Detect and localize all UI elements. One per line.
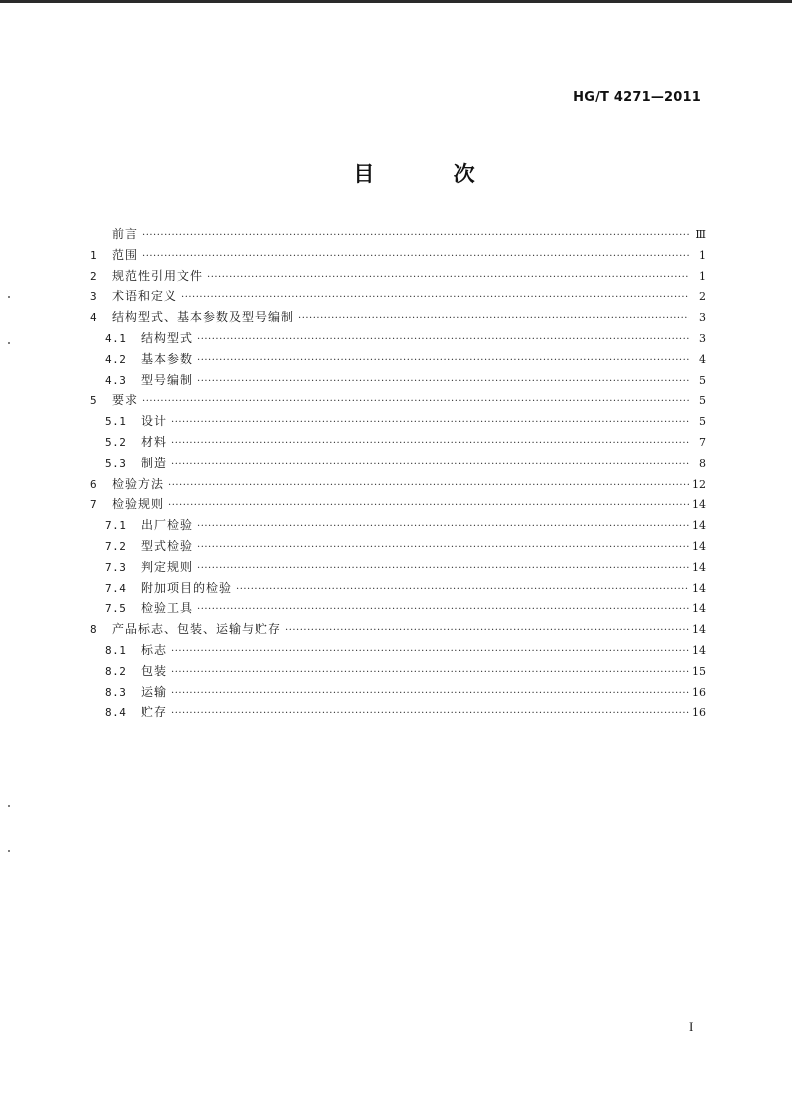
toc-entry-number: 1 xyxy=(90,248,97,262)
toc-entry xyxy=(90,557,706,578)
toc-entry-title: 规范性引用文件 xyxy=(112,268,204,283)
toc-entry-title: 标志 xyxy=(141,642,168,657)
toc-entry-page: 14 xyxy=(692,519,706,533)
page-number: I xyxy=(689,1019,694,1034)
toc-entry-page: 14 xyxy=(692,498,706,512)
toc-leader-dots xyxy=(207,268,689,289)
toc-entry-number: 5.1 xyxy=(105,415,127,429)
toc-entry-page: 2 xyxy=(699,290,706,304)
toc-entry-page: 3 xyxy=(699,331,706,345)
toc-entry xyxy=(90,307,706,328)
toc-entry-title: 贮存 xyxy=(141,705,168,720)
toc-entry-title: 产品标志、包装、运输与贮存 xyxy=(112,622,282,637)
toc-entry xyxy=(90,224,706,245)
toc-entry xyxy=(90,702,706,723)
toc-entry-page: 7 xyxy=(699,435,706,449)
toc-entry-title: 前言 xyxy=(112,227,139,241)
toc-leader-dots xyxy=(171,704,689,725)
toc-leader-dots xyxy=(171,413,689,434)
toc-entry-page: 16 xyxy=(692,685,706,699)
toc-entry-number: 8.3 xyxy=(105,685,127,699)
toc-entry-page: 16 xyxy=(692,706,706,720)
toc-entry xyxy=(90,661,706,682)
toc-entry-number: 7.3 xyxy=(105,560,127,574)
toc-entry-number: 7.2 xyxy=(105,539,127,553)
toc-leader-dots xyxy=(197,517,689,538)
toc-leader-dots xyxy=(285,621,689,642)
toc-entry-number: 8.2 xyxy=(105,664,127,678)
toc-entry-title: 判定规则 xyxy=(141,559,194,574)
toc-entry-number: 5.3 xyxy=(105,456,127,470)
toc-entry-number: 7.4 xyxy=(105,581,127,595)
toc-leader-dots xyxy=(171,642,689,663)
toc-entry xyxy=(90,432,706,453)
scan-speck xyxy=(8,296,10,298)
toc-entry xyxy=(90,266,706,287)
toc-entry-title: 设计 xyxy=(141,414,168,429)
toc-entry xyxy=(90,370,706,391)
toc-entry-page: 14 xyxy=(692,602,706,616)
toc-leader-dots xyxy=(142,226,689,247)
toc-entry-number: 4.1 xyxy=(105,331,127,345)
toc-entry-title: 型式检验 xyxy=(141,538,194,553)
toc-leader-dots xyxy=(197,372,689,393)
toc-entry xyxy=(90,411,706,432)
toc-entry-title: 要求 xyxy=(112,393,139,408)
toc-entry-title: 基本参数 xyxy=(141,351,194,366)
toc-entry-page: 5 xyxy=(699,415,706,429)
toc-entry xyxy=(90,286,706,307)
toc-entry-title: 型号编制 xyxy=(141,372,194,387)
toc-entry-page: 12 xyxy=(692,477,706,491)
toc-entry-title: 结构型式 xyxy=(141,330,194,345)
toc-entry-page: 1 xyxy=(699,269,706,283)
toc-entry-number: 7.1 xyxy=(105,519,127,533)
toc-entry-number: 3 xyxy=(90,290,97,304)
page-title: 目 次 xyxy=(353,162,511,186)
toc-entry-title: 包装 xyxy=(141,663,168,678)
toc-entry-number: 7 xyxy=(90,498,97,512)
toc-entry-page: 14 xyxy=(692,581,706,595)
toc-entry xyxy=(90,349,706,370)
toc-entry-page: 5 xyxy=(699,394,706,408)
toc-leader-dots xyxy=(236,580,689,601)
toc-entry-page: 4 xyxy=(699,352,706,366)
toc-entry-number: 8.1 xyxy=(105,643,127,657)
toc-entry xyxy=(90,494,706,515)
toc-leader-dots xyxy=(181,288,689,309)
toc-entry xyxy=(90,536,706,557)
toc-entry xyxy=(90,474,706,495)
toc-entry-page: 5 xyxy=(699,373,706,387)
toc-entry-title: 术语和定义 xyxy=(112,289,178,304)
toc-entry-number: 2 xyxy=(90,269,97,283)
toc-entry-number: 5.2 xyxy=(105,435,127,449)
toc-leader-dots xyxy=(197,559,689,580)
toc-entry-page: 3 xyxy=(699,311,706,325)
toc-entry-page: 14 xyxy=(692,623,706,637)
toc-entry-number: 4 xyxy=(90,311,97,325)
standard-code: HG/T 4271—2011 xyxy=(573,90,701,105)
toc-leader-dots xyxy=(298,309,689,330)
toc-entry xyxy=(90,328,706,349)
toc-entry-page: 14 xyxy=(692,643,706,657)
toc-leader-dots xyxy=(142,392,689,413)
toc-entry xyxy=(90,245,706,266)
scan-top-edge xyxy=(0,0,792,3)
toc-entry-page: 14 xyxy=(692,560,706,574)
toc-leader-dots xyxy=(197,351,689,372)
toc-entry-title: 出厂检验 xyxy=(141,518,194,533)
toc-leader-dots xyxy=(197,538,689,559)
toc-entry xyxy=(90,619,706,640)
toc-entry-title: 运输 xyxy=(141,684,168,699)
toc-entry-page: 15 xyxy=(692,664,706,678)
toc-entry-title: 检验工具 xyxy=(141,601,194,616)
toc-entry-number: 8.4 xyxy=(105,706,127,720)
scan-speck xyxy=(8,342,10,344)
toc-leader-dots xyxy=(197,330,689,351)
toc-entry-title: 结构型式、基本参数及型号编制 xyxy=(112,310,295,325)
toc-leader-dots xyxy=(171,434,689,455)
toc-entry-page: 8 xyxy=(699,456,706,470)
toc-leader-dots xyxy=(171,455,689,476)
toc-entry-page: 14 xyxy=(692,539,706,553)
toc-entry-title: 附加项目的检验 xyxy=(141,580,233,595)
toc-entry xyxy=(90,390,706,411)
scan-speck xyxy=(8,805,10,807)
toc-entry-title: 材料 xyxy=(141,434,168,449)
toc-entry-number: 4.3 xyxy=(105,373,127,387)
toc-leader-dots xyxy=(171,663,689,684)
toc-leader-dots xyxy=(197,600,689,621)
toc-entry-title: 检验方法 xyxy=(112,476,165,491)
toc-entry xyxy=(90,453,706,474)
toc-entry xyxy=(90,515,706,536)
table-of-contents xyxy=(90,224,706,723)
scan-speck xyxy=(8,850,10,852)
toc-entry-page: Ⅲ xyxy=(695,228,706,241)
toc-entry xyxy=(90,682,706,703)
toc-leader-dots xyxy=(168,476,689,497)
toc-entry-number: 5 xyxy=(90,394,97,408)
toc-entry-number: 4.2 xyxy=(105,352,127,366)
toc-entry xyxy=(90,578,706,599)
toc-leader-dots xyxy=(168,496,689,517)
toc-entry-page: 1 xyxy=(699,248,706,262)
toc-entry-number: 7.5 xyxy=(105,602,127,616)
toc-entry xyxy=(90,640,706,661)
toc-entry-title: 制造 xyxy=(141,455,168,470)
toc-entry-number: 6 xyxy=(90,477,97,491)
toc-entry-number: 8 xyxy=(90,623,97,637)
toc-entry-title: 检验规则 xyxy=(112,497,165,512)
toc-leader-dots xyxy=(142,247,689,268)
toc-leader-dots xyxy=(171,684,689,705)
toc-entry xyxy=(90,598,706,619)
toc-entry-title: 范围 xyxy=(112,247,139,262)
